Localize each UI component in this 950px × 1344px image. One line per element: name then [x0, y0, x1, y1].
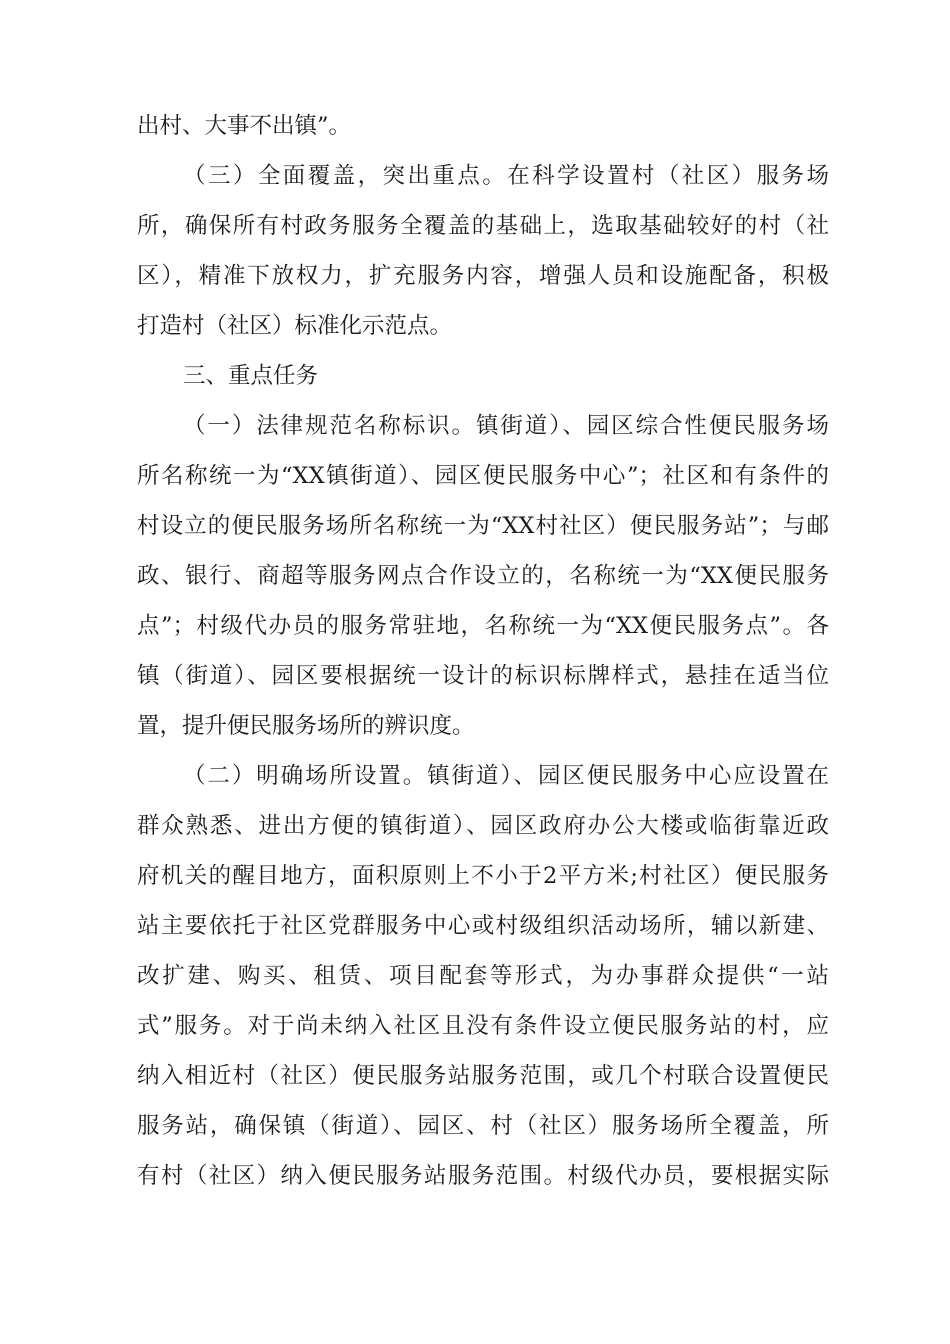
text-line: 镇（街道）、园区要根据统一设计的标识标牌样式，悬挂在适当位 — [137, 663, 829, 689]
text-line: 所名称统一为“XX镇街道）、园区便民服务中心”；社区和有条件的 — [137, 463, 829, 489]
text-line: 打造村（社区）标准化示范点。 — [137, 313, 453, 339]
text-line: 所，确保所有村政务服务全覆盖的基础上，选取基础较好的村（社 — [137, 213, 829, 239]
text-line: 政、银行、商超等服务网点合作设立的，名称统一为“XX便民服务 — [137, 563, 829, 589]
text-line: 式”服务。对于尚未纳入社区且没有条件设立便民服务站的村，应 — [137, 1013, 829, 1039]
text-line: 纳入相近村（社区）便民服务站服务范围，或几个村联合设置便民 — [137, 1063, 829, 1089]
text-line: 改扩建、购买、租赁、项目配套等形式，为办事群众提供“一站 — [137, 963, 829, 989]
section-heading: 三、重点任务 — [183, 363, 319, 389]
paragraph-first-line: （一）法律规范名称标识。镇街道）、园区综合性便民服务场 — [183, 413, 829, 439]
text-line: 区），精准下放权力，扩充服务内容，增强人员和设施配备，积极 — [137, 263, 829, 289]
text-line: 群众熟悉、进出方便的镇街道）、园区政府办公大楼或临街靠近政 — [137, 813, 829, 839]
text-line: 村设立的便民服务场所名称统一为“XX村社区）便民服务站”；与邮 — [137, 513, 829, 539]
text-line: 府机关的醒目地方，面积原则上不小于2平方米;村社区）便民服务 — [137, 863, 829, 889]
text-line: 出村、大事不出镇”。 — [137, 113, 352, 139]
paragraph-first-line: （二）明确场所设置。镇街道）、园区便民服务中心应设置在 — [183, 763, 829, 789]
paragraph-first-line: （三）全面覆盖，突出重点。在科学设置村（社区）服务场 — [183, 163, 829, 189]
text-line: 站主要依托于社区党群服务中心或村级组织活动场所，辅以新建、 — [137, 913, 829, 939]
text-line: 有村（社区）纳入便民服务站服务范围。村级代办员，要根据实际 — [137, 1163, 829, 1189]
text-line: 点”；村级代办员的服务常驻地，名称统一为“XX便民服务点”。各 — [137, 613, 829, 639]
text-line: 服务站，确保镇（街道）、园区、村（社区）服务场所全覆盖，所 — [137, 1113, 829, 1139]
text-line: 置，提升便民服务场所的辨识度。 — [137, 713, 475, 739]
